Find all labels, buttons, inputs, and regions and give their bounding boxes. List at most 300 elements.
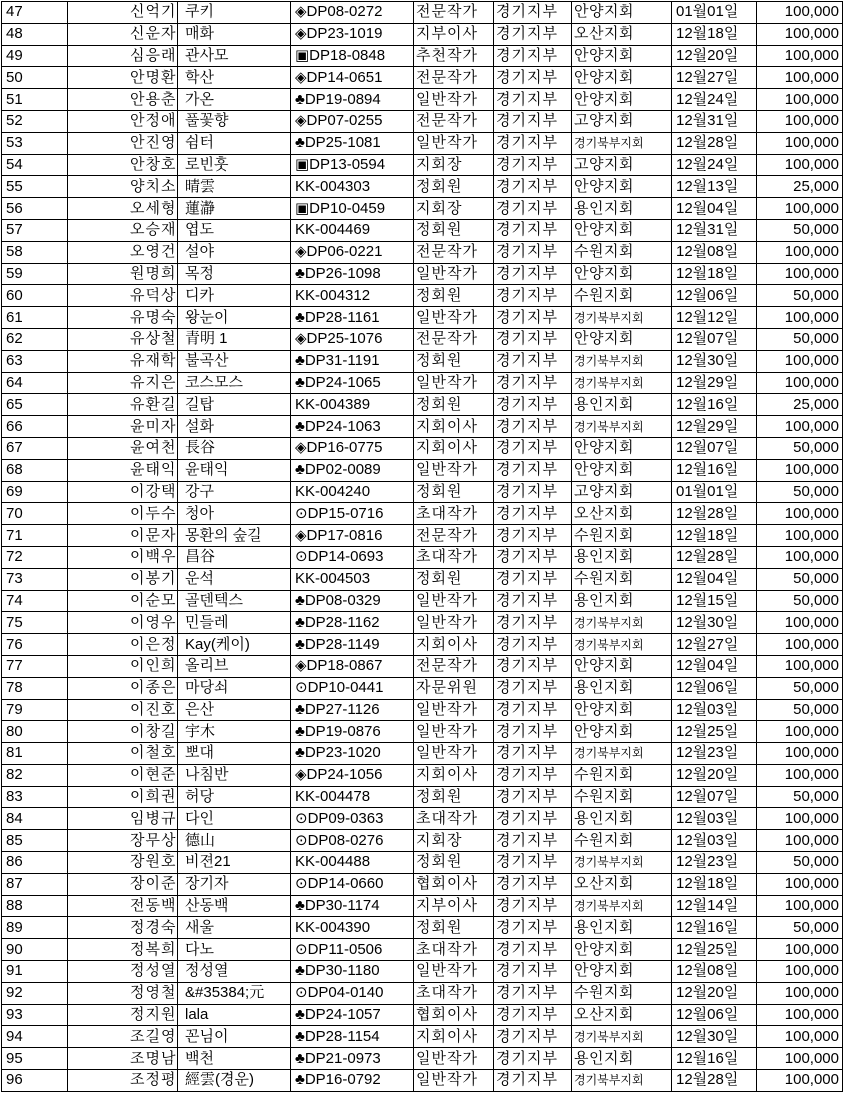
member-name-cell: 원명희 bbox=[68, 263, 178, 285]
payment-date-cell: 12월18일 bbox=[672, 23, 757, 45]
member-grade-cell: 초대작가 bbox=[414, 982, 494, 1004]
member-grade-cell: 지회장 bbox=[414, 830, 494, 852]
region-cell: 수원지회 bbox=[572, 982, 672, 1004]
member-code-cell: ♣DP16-0792 bbox=[291, 1070, 414, 1092]
amount-cell: 50,000 bbox=[757, 437, 843, 459]
member-code-cell: ♣DP26-1098 bbox=[291, 263, 414, 285]
table-row bbox=[2, 764, 843, 786]
member-code-cell: ⊙DP09-0363 bbox=[291, 808, 414, 830]
row-number-cell: 96 bbox=[2, 1070, 68, 1092]
region-cell: 경기북부지회 bbox=[572, 743, 672, 765]
table-row bbox=[2, 154, 843, 176]
row-number-cell: 57 bbox=[2, 219, 68, 241]
member-name-cell: 유환길 bbox=[68, 394, 178, 416]
row-number-cell: 93 bbox=[2, 1004, 68, 1026]
member-name-cell: 이강택 bbox=[68, 481, 178, 503]
row-number-cell: 77 bbox=[2, 655, 68, 677]
branch-cell: 경기지부 bbox=[494, 721, 572, 743]
amount-cell: 100,000 bbox=[757, 961, 843, 983]
row-number-cell: 79 bbox=[2, 699, 68, 721]
member-code-cell: ⊙DP14-0693 bbox=[291, 546, 414, 568]
table-row bbox=[2, 307, 843, 329]
member-code-cell: ◈DP06-0221 bbox=[291, 241, 414, 263]
amount-cell: 100,000 bbox=[757, 808, 843, 830]
payment-date-cell: 12월03일 bbox=[672, 830, 757, 852]
member-grade-cell: 추천작가 bbox=[414, 45, 494, 67]
member-grade-cell: 지회이사 bbox=[414, 437, 494, 459]
table-row bbox=[2, 634, 843, 656]
table-row bbox=[2, 1070, 843, 1092]
pen-name-cell: 매화 bbox=[178, 23, 291, 45]
amount-cell: 100,000 bbox=[757, 307, 843, 329]
pen-name-cell: 올리브 bbox=[178, 655, 291, 677]
payment-date-cell: 12월30일 bbox=[672, 1026, 757, 1048]
region-cell: 용인지회 bbox=[572, 808, 672, 830]
row-number-cell: 89 bbox=[2, 917, 68, 939]
pen-name-cell: 운석 bbox=[178, 568, 291, 590]
member-code-cell: ♣DP24-1065 bbox=[291, 372, 414, 394]
branch-cell: 경기지부 bbox=[494, 852, 572, 874]
payment-date-cell: 12월06일 bbox=[672, 677, 757, 699]
row-number-cell: 67 bbox=[2, 437, 68, 459]
region-cell: 경기북부지회 bbox=[572, 634, 672, 656]
amount-cell: 50,000 bbox=[757, 481, 843, 503]
member-grade-cell: 협회이사 bbox=[414, 873, 494, 895]
payment-date-cell: 12월29일 bbox=[672, 372, 757, 394]
row-number-cell: 53 bbox=[2, 132, 68, 154]
branch-cell: 경기지부 bbox=[494, 437, 572, 459]
amount-cell: 100,000 bbox=[757, 939, 843, 961]
payment-date-cell: 12월15일 bbox=[672, 590, 757, 612]
branch-cell: 경기지부 bbox=[494, 961, 572, 983]
pen-name-cell: 쉼터 bbox=[178, 132, 291, 154]
row-number-cell: 54 bbox=[2, 154, 68, 176]
row-number-cell: 58 bbox=[2, 241, 68, 263]
region-cell: 경기북부지회 bbox=[572, 416, 672, 438]
member-name-cell: 양치소 bbox=[68, 176, 178, 198]
branch-cell: 경기지부 bbox=[494, 285, 572, 307]
payment-date-cell: 12월18일 bbox=[672, 873, 757, 895]
member-code-cell: ♣DP02-0089 bbox=[291, 459, 414, 481]
region-cell: 경기북부지회 bbox=[572, 612, 672, 634]
member-name-cell: 유상철 bbox=[68, 328, 178, 350]
payment-date-cell: 12월20일 bbox=[672, 982, 757, 1004]
payment-date-cell: 12월03일 bbox=[672, 808, 757, 830]
amount-cell: 50,000 bbox=[757, 852, 843, 874]
member-grade-cell: 지부이사 bbox=[414, 895, 494, 917]
table-row bbox=[2, 67, 843, 89]
pen-name-cell: 晴雲 bbox=[178, 176, 291, 198]
member-grade-cell: 지회이사 bbox=[414, 634, 494, 656]
row-number-cell: 73 bbox=[2, 568, 68, 590]
region-cell: 경기북부지회 bbox=[572, 852, 672, 874]
branch-cell: 경기지부 bbox=[494, 939, 572, 961]
amount-cell: 100,000 bbox=[757, 895, 843, 917]
payment-date-cell: 12월25일 bbox=[672, 939, 757, 961]
member-code-cell: KK-004303 bbox=[291, 176, 414, 198]
branch-cell: 경기지부 bbox=[494, 873, 572, 895]
member-name-cell: 정지원 bbox=[68, 1004, 178, 1026]
member-code-cell: ◈DP24-1056 bbox=[291, 764, 414, 786]
member-name-cell: 윤태익 bbox=[68, 459, 178, 481]
member-code-cell: ⊙DP10-0441 bbox=[291, 677, 414, 699]
table-row bbox=[2, 416, 843, 438]
member-grade-cell: 일반작가 bbox=[414, 89, 494, 111]
table-row bbox=[2, 285, 843, 307]
region-cell: 고양지회 bbox=[572, 110, 672, 132]
row-number-cell: 75 bbox=[2, 612, 68, 634]
member-name-cell: 오승재 bbox=[68, 219, 178, 241]
pen-name-cell: Kay(케이) bbox=[178, 634, 291, 656]
member-grade-cell: 정회원 bbox=[414, 917, 494, 939]
member-code-cell: ♣DP08-0329 bbox=[291, 590, 414, 612]
member-grade-cell: 정회원 bbox=[414, 285, 494, 307]
amount-cell: 50,000 bbox=[757, 285, 843, 307]
member-grade-cell: 지회장 bbox=[414, 154, 494, 176]
member-code-cell: ⊙DP04-0140 bbox=[291, 982, 414, 1004]
table-row bbox=[2, 699, 843, 721]
pen-name-cell: 길탑 bbox=[178, 394, 291, 416]
table-row bbox=[2, 459, 843, 481]
member-name-cell: 안용춘 bbox=[68, 89, 178, 111]
table-row bbox=[2, 481, 843, 503]
payment-date-cell: 12월20일 bbox=[672, 764, 757, 786]
member-code-cell: ◈DP18-0867 bbox=[291, 655, 414, 677]
table-row bbox=[2, 198, 843, 220]
member-name-cell: 이인희 bbox=[68, 655, 178, 677]
member-grade-cell: 정회원 bbox=[414, 786, 494, 808]
row-number-cell: 71 bbox=[2, 525, 68, 547]
payment-date-cell: 12월04일 bbox=[672, 655, 757, 677]
region-cell: 안양지회 bbox=[572, 219, 672, 241]
member-name-cell: 조길영 bbox=[68, 1026, 178, 1048]
member-grade-cell: 협회이사 bbox=[414, 1004, 494, 1026]
payment-date-cell: 12월14일 bbox=[672, 895, 757, 917]
payment-date-cell: 12월13일 bbox=[672, 176, 757, 198]
pen-name-cell: 산동백 bbox=[178, 895, 291, 917]
member-code-cell: ♣DP28-1162 bbox=[291, 612, 414, 634]
pen-name-cell: 백천 bbox=[178, 1048, 291, 1070]
region-cell: 경기북부지회 bbox=[572, 307, 672, 329]
pen-name-cell: 코스모스 bbox=[178, 372, 291, 394]
branch-cell: 경기지부 bbox=[494, 89, 572, 111]
table-row bbox=[2, 45, 843, 67]
amount-cell: 100,000 bbox=[757, 873, 843, 895]
branch-cell: 경기지부 bbox=[494, 459, 572, 481]
table-row bbox=[2, 873, 843, 895]
pen-name-cell: 몽환의 숲길 bbox=[178, 525, 291, 547]
branch-cell: 경기지부 bbox=[494, 982, 572, 1004]
pen-name-cell: 다인 bbox=[178, 808, 291, 830]
region-cell: 수원지회 bbox=[572, 285, 672, 307]
amount-cell: 100,000 bbox=[757, 350, 843, 372]
member-name-cell: 유덕상 bbox=[68, 285, 178, 307]
table-row bbox=[2, 263, 843, 285]
region-cell: 경기북부지회 bbox=[572, 372, 672, 394]
member-grade-cell: 전문작가 bbox=[414, 241, 494, 263]
pen-name-cell: 새울 bbox=[178, 917, 291, 939]
amount-cell: 100,000 bbox=[757, 372, 843, 394]
table-row bbox=[2, 328, 843, 350]
amount-cell: 100,000 bbox=[757, 23, 843, 45]
region-cell: 안양지회 bbox=[572, 176, 672, 198]
payment-date-cell: 12월25일 bbox=[672, 721, 757, 743]
branch-cell: 경기지부 bbox=[494, 154, 572, 176]
row-number-cell: 90 bbox=[2, 939, 68, 961]
member-code-cell: ⊙DP11-0506 bbox=[291, 939, 414, 961]
member-name-cell: 이희권 bbox=[68, 786, 178, 808]
region-cell: 안양지회 bbox=[572, 459, 672, 481]
member-grade-cell: 지회이사 bbox=[414, 764, 494, 786]
member-grade-cell: 전문작가 bbox=[414, 2, 494, 24]
pen-name-cell: 정성열 bbox=[178, 961, 291, 983]
member-code-cell: KK-004240 bbox=[291, 481, 414, 503]
member-code-cell: KK-004503 bbox=[291, 568, 414, 590]
member-grade-cell: 일반작가 bbox=[414, 263, 494, 285]
table-row bbox=[2, 1004, 843, 1026]
table-row bbox=[2, 808, 843, 830]
branch-cell: 경기지부 bbox=[494, 503, 572, 525]
member-name-cell: 이철호 bbox=[68, 743, 178, 765]
payment-date-cell: 12월16일 bbox=[672, 1048, 757, 1070]
branch-cell: 경기지부 bbox=[494, 546, 572, 568]
row-number-cell: 47 bbox=[2, 2, 68, 24]
pen-name-cell: 로빈훗 bbox=[178, 154, 291, 176]
member-code-cell: KK-004312 bbox=[291, 285, 414, 307]
member-code-cell: ◈DP25-1076 bbox=[291, 328, 414, 350]
amount-cell: 100,000 bbox=[757, 89, 843, 111]
payment-date-cell: 12월12일 bbox=[672, 307, 757, 329]
pen-name-cell: 골덴텍스 bbox=[178, 590, 291, 612]
pen-name-cell: 經雲(경운) bbox=[178, 1070, 291, 1092]
member-code-cell: ⊙DP14-0660 bbox=[291, 873, 414, 895]
row-number-cell: 66 bbox=[2, 416, 68, 438]
member-name-cell: 이현준 bbox=[68, 764, 178, 786]
member-code-cell: ♣DP24-1057 bbox=[291, 1004, 414, 1026]
row-number-cell: 74 bbox=[2, 590, 68, 612]
payment-date-cell: 12월07일 bbox=[672, 786, 757, 808]
payment-date-cell: 12월28일 bbox=[672, 132, 757, 154]
amount-cell: 100,000 bbox=[757, 1048, 843, 1070]
pen-name-cell: 강구 bbox=[178, 481, 291, 503]
member-grade-cell: 전문작가 bbox=[414, 655, 494, 677]
member-grade-cell: 정회원 bbox=[414, 219, 494, 241]
pen-name-cell: 설야 bbox=[178, 241, 291, 263]
table-row bbox=[2, 721, 843, 743]
branch-cell: 경기지부 bbox=[494, 481, 572, 503]
member-code-cell: ♣DP19-0876 bbox=[291, 721, 414, 743]
region-cell: 안양지회 bbox=[572, 89, 672, 111]
row-number-cell: 76 bbox=[2, 634, 68, 656]
amount-cell: 100,000 bbox=[757, 830, 843, 852]
member-grade-cell: 전문작가 bbox=[414, 67, 494, 89]
member-grade-cell: 전문작가 bbox=[414, 525, 494, 547]
row-number-cell: 92 bbox=[2, 982, 68, 1004]
payment-date-cell: 12월18일 bbox=[672, 525, 757, 547]
member-code-cell: ▣DP18-0848 bbox=[291, 45, 414, 67]
pen-name-cell: 비젼21 bbox=[178, 852, 291, 874]
member-code-cell: ♣DP28-1161 bbox=[291, 307, 414, 329]
member-grade-cell: 일반작가 bbox=[414, 132, 494, 154]
pen-name-cell: 마당쇠 bbox=[178, 677, 291, 699]
row-number-cell: 88 bbox=[2, 895, 68, 917]
payment-date-cell: 12월06일 bbox=[672, 1004, 757, 1026]
member-grade-cell: 일반작가 bbox=[414, 1048, 494, 1070]
region-cell: 오산지회 bbox=[572, 873, 672, 895]
member-code-cell: KK-004469 bbox=[291, 219, 414, 241]
pen-name-cell: 蓮瀞 bbox=[178, 198, 291, 220]
region-cell: 오산지회 bbox=[572, 503, 672, 525]
row-number-cell: 87 bbox=[2, 873, 68, 895]
payment-date-cell: 01월01일 bbox=[672, 2, 757, 24]
member-code-cell: ◈DP07-0255 bbox=[291, 110, 414, 132]
row-number-cell: 86 bbox=[2, 852, 68, 874]
table-row bbox=[2, 743, 843, 765]
row-number-cell: 49 bbox=[2, 45, 68, 67]
member-code-cell: ♣DP21-0973 bbox=[291, 1048, 414, 1070]
member-grade-cell: 일반작가 bbox=[414, 459, 494, 481]
member-grade-cell: 일반작가 bbox=[414, 699, 494, 721]
member-name-cell: 유명숙 bbox=[68, 307, 178, 329]
member-grade-cell: 일반작가 bbox=[414, 612, 494, 634]
table-row bbox=[2, 219, 843, 241]
member-name-cell: 장무상 bbox=[68, 830, 178, 852]
branch-cell: 경기지부 bbox=[494, 677, 572, 699]
member-name-cell: 장원호 bbox=[68, 852, 178, 874]
member-code-cell: ♣DP30-1180 bbox=[291, 961, 414, 983]
payment-date-cell: 12월27일 bbox=[672, 634, 757, 656]
table-row bbox=[2, 437, 843, 459]
member-name-cell: 윤미자 bbox=[68, 416, 178, 438]
amount-cell: 50,000 bbox=[757, 219, 843, 241]
pen-name-cell: 장기자 bbox=[178, 873, 291, 895]
branch-cell: 경기지부 bbox=[494, 219, 572, 241]
member-code-cell: ♣DP24-1063 bbox=[291, 416, 414, 438]
table-row bbox=[2, 982, 843, 1004]
row-number-cell: 78 bbox=[2, 677, 68, 699]
table-row bbox=[2, 1048, 843, 1070]
member-grade-cell: 일반작가 bbox=[414, 721, 494, 743]
member-name-cell: 임병규 bbox=[68, 808, 178, 830]
member-name-cell: 신운자 bbox=[68, 23, 178, 45]
region-cell: 안양지회 bbox=[572, 2, 672, 24]
member-grade-cell: 지회이사 bbox=[414, 416, 494, 438]
region-cell: 오산지회 bbox=[572, 1004, 672, 1026]
amount-cell: 50,000 bbox=[757, 568, 843, 590]
amount-cell: 100,000 bbox=[757, 2, 843, 24]
amount-cell: 100,000 bbox=[757, 416, 843, 438]
member-grade-cell: 일반작가 bbox=[414, 743, 494, 765]
member-name-cell: 정성열 bbox=[68, 961, 178, 983]
amount-cell: 100,000 bbox=[757, 110, 843, 132]
member-code-cell: ♣DP31-1191 bbox=[291, 350, 414, 372]
payment-date-cell: 12월27일 bbox=[672, 67, 757, 89]
payment-date-cell: 12월04일 bbox=[672, 568, 757, 590]
amount-cell: 100,000 bbox=[757, 1070, 843, 1092]
amount-cell: 100,000 bbox=[757, 982, 843, 1004]
row-number-cell: 51 bbox=[2, 89, 68, 111]
amount-cell: 100,000 bbox=[757, 743, 843, 765]
table-row bbox=[2, 110, 843, 132]
table-row bbox=[2, 895, 843, 917]
branch-cell: 경기지부 bbox=[494, 2, 572, 24]
amount-cell: 100,000 bbox=[757, 525, 843, 547]
branch-cell: 경기지부 bbox=[494, 612, 572, 634]
member-name-cell: 안진영 bbox=[68, 132, 178, 154]
member-code-cell: ⊙DP15-0716 bbox=[291, 503, 414, 525]
member-name-cell: 안정애 bbox=[68, 110, 178, 132]
table-row bbox=[2, 350, 843, 372]
member-code-cell: ◈DP23-1019 bbox=[291, 23, 414, 45]
row-number-cell: 50 bbox=[2, 67, 68, 89]
amount-cell: 100,000 bbox=[757, 634, 843, 656]
amount-cell: 100,000 bbox=[757, 198, 843, 220]
region-cell: 용인지회 bbox=[572, 546, 672, 568]
row-number-cell: 91 bbox=[2, 961, 68, 983]
pen-name-cell: 가온 bbox=[178, 89, 291, 111]
branch-cell: 경기지부 bbox=[494, 132, 572, 154]
amount-cell: 50,000 bbox=[757, 917, 843, 939]
pen-name-cell: 다노 bbox=[178, 939, 291, 961]
payment-date-cell: 12월29일 bbox=[672, 416, 757, 438]
pen-name-cell: 불곡산 bbox=[178, 350, 291, 372]
region-cell: 안양지회 bbox=[572, 721, 672, 743]
amount-cell: 100,000 bbox=[757, 1026, 843, 1048]
row-number-cell: 95 bbox=[2, 1048, 68, 1070]
payment-date-cell: 12월20일 bbox=[672, 45, 757, 67]
branch-cell: 경기지부 bbox=[494, 1004, 572, 1026]
payment-date-cell: 12월23일 bbox=[672, 743, 757, 765]
member-grade-cell: 전문작가 bbox=[414, 110, 494, 132]
member-name-cell: 유지은 bbox=[68, 372, 178, 394]
payment-date-cell: 12월28일 bbox=[672, 503, 757, 525]
member-code-cell: ⊙DP08-0276 bbox=[291, 830, 414, 852]
payment-date-cell: 12월24일 bbox=[672, 154, 757, 176]
region-cell: 안양지회 bbox=[572, 939, 672, 961]
table-row bbox=[2, 176, 843, 198]
member-name-cell: 정복희 bbox=[68, 939, 178, 961]
payment-date-cell: 12월31일 bbox=[672, 219, 757, 241]
member-name-cell: 유재학 bbox=[68, 350, 178, 372]
member-grade-cell: 초대작가 bbox=[414, 546, 494, 568]
region-cell: 용인지회 bbox=[572, 1048, 672, 1070]
member-grade-cell: 지회이사 bbox=[414, 1026, 494, 1048]
pen-name-cell: 관사모 bbox=[178, 45, 291, 67]
amount-cell: 100,000 bbox=[757, 612, 843, 634]
member-name-cell: 이진호 bbox=[68, 699, 178, 721]
branch-cell: 경기지부 bbox=[494, 45, 572, 67]
member-table bbox=[1, 1, 843, 1092]
pen-name-cell: 宇木 bbox=[178, 721, 291, 743]
member-code-cell: ♣DP28-1149 bbox=[291, 634, 414, 656]
pen-name-cell: lala bbox=[178, 1004, 291, 1026]
row-number-cell: 52 bbox=[2, 110, 68, 132]
pen-name-cell: 허당 bbox=[178, 786, 291, 808]
branch-cell: 경기지부 bbox=[494, 1026, 572, 1048]
table-row bbox=[2, 372, 843, 394]
branch-cell: 경기지부 bbox=[494, 110, 572, 132]
pen-name-cell: 엽도 bbox=[178, 219, 291, 241]
payment-date-cell: 12월24일 bbox=[672, 89, 757, 111]
pen-name-cell: 학산 bbox=[178, 67, 291, 89]
branch-cell: 경기지부 bbox=[494, 1048, 572, 1070]
branch-cell: 경기지부 bbox=[494, 786, 572, 808]
member-code-cell: ▣DP13-0594 bbox=[291, 154, 414, 176]
member-name-cell: 조정평 bbox=[68, 1070, 178, 1092]
member-name-cell: 오영건 bbox=[68, 241, 178, 263]
member-code-cell: ♣DP19-0894 bbox=[291, 89, 414, 111]
member-name-cell: 윤여천 bbox=[68, 437, 178, 459]
